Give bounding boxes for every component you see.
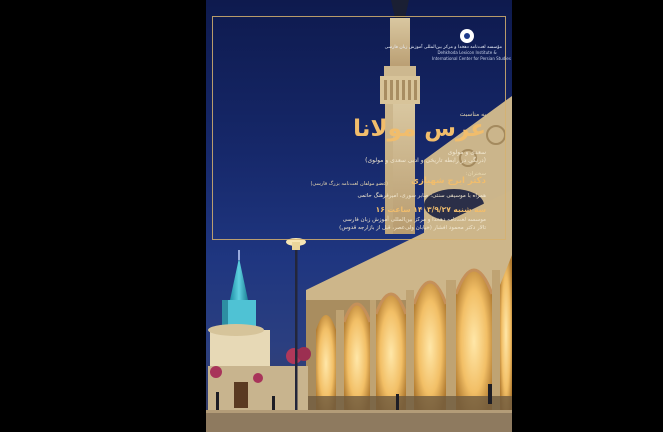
speaker-label: سخنران:	[465, 171, 486, 177]
logo-text-persian: مؤسسه لغت‌نامه دهخدا و مرکز بین‌المللی آموزش زبان فارسی	[384, 45, 502, 50]
subtitle-line-1: سعدی و مولوی	[447, 149, 486, 156]
venue-line-2: تالار دکتر محمود افشار (خیابان ولی‌عصر، قبل از بازارجه قدوس)	[339, 225, 486, 231]
music-line: همراه با موسیقی سنتی: صابر سوری، امیرفرهنگ حاتمی	[357, 193, 486, 199]
poster-title: عرس مولانا	[353, 116, 486, 142]
mosque-scene-illustration	[206, 0, 512, 432]
occasion-label: به مناسبت	[459, 111, 486, 118]
institute-logo	[384, 29, 511, 61]
speaker-name: دکتر ایرج شهبازی	[411, 176, 486, 186]
emblem-icon	[460, 29, 474, 43]
logo-text-english-2: International Center for Persian Studies	[432, 55, 511, 61]
venue-line-1: موسسه لغت‌نامه دهخدا و مرکز بین‌المللی آموزش زبان فارسی	[342, 217, 486, 223]
speaker-note: (عضو مولفان لغت‌نامه بزرگ فارسی)	[310, 181, 388, 187]
logo-text-english-1: Dehkhoda Lexicon Institute &	[437, 50, 497, 55]
ground	[206, 410, 512, 432]
event-poster	[206, 0, 512, 432]
subtitle-line-2: (درنگی در رابطه تاریخی و ادبی سعدی و مولوی)	[365, 157, 486, 164]
turquoise-dome	[208, 250, 308, 412]
event-datetime: سه شنبه ۱۴۰۳/۹/۲۷ ساعت ۱۶	[375, 205, 486, 214]
